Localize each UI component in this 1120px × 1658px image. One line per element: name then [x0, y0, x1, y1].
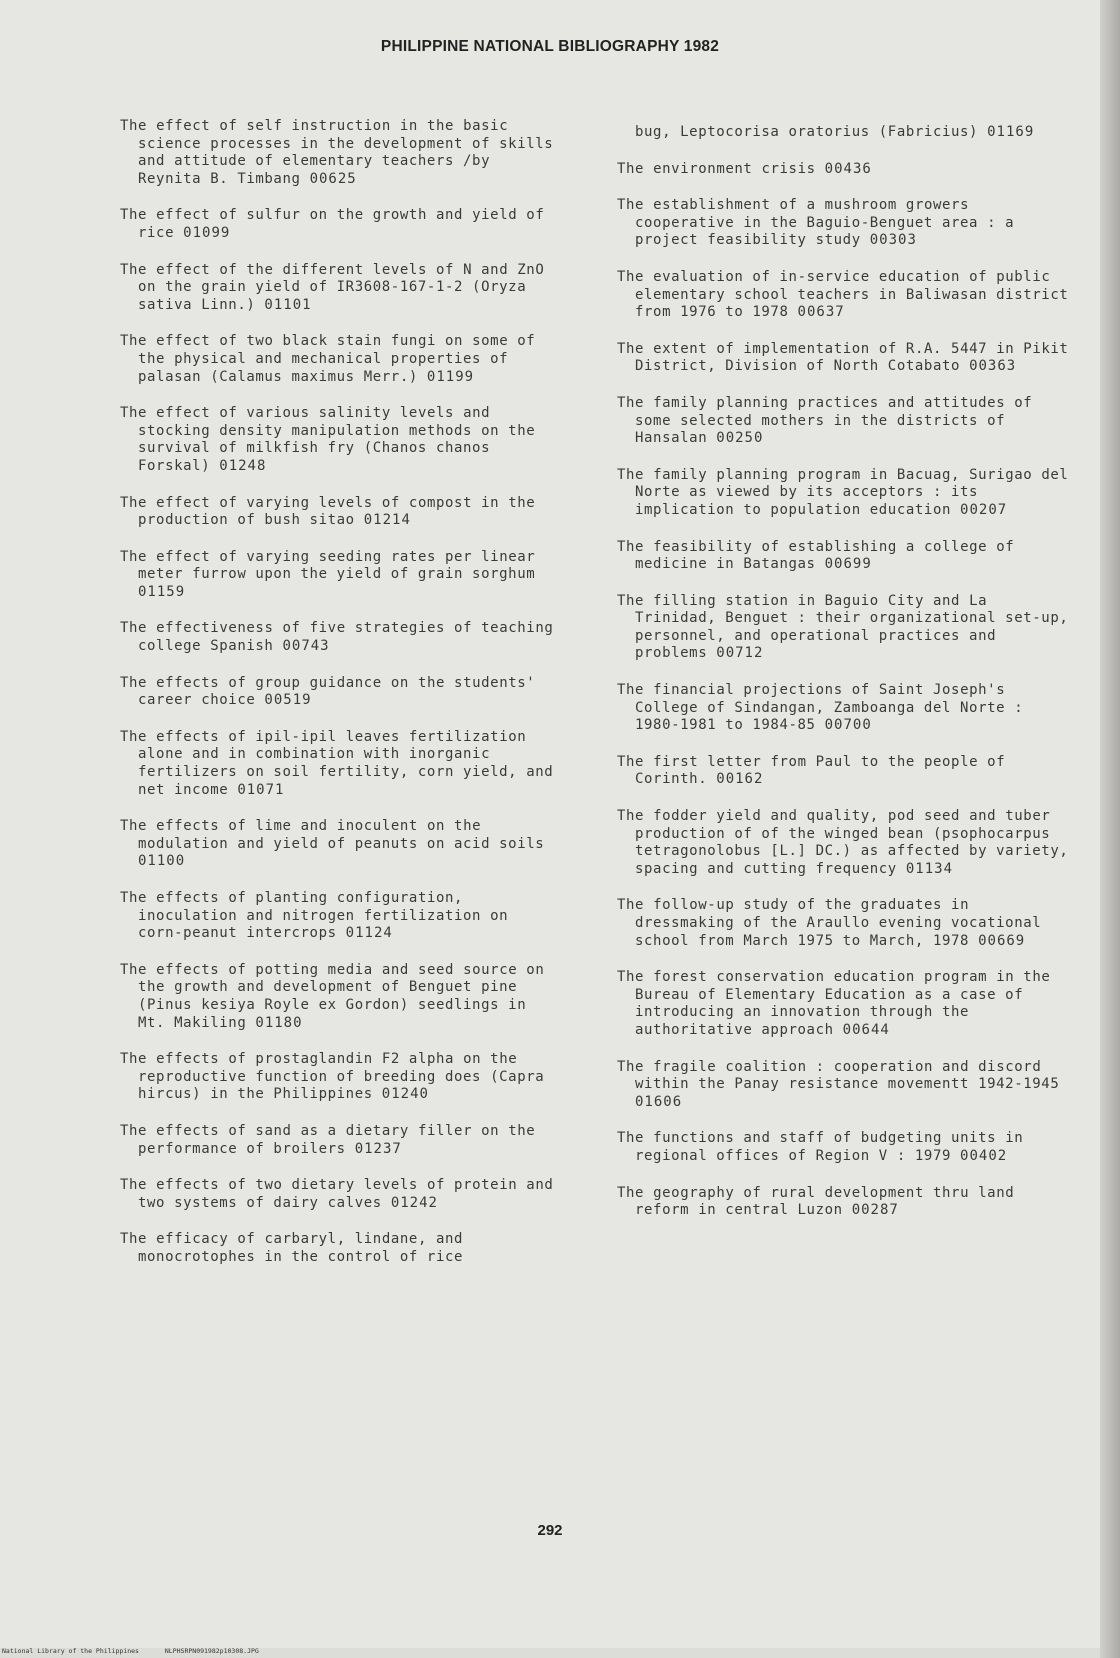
- bib-entry: The effects of ipil-ipil leaves fertilization alone and in combination with inorganic fertilizers on soil fertility, corn yield, and net income 01071: [120, 728, 554, 798]
- bib-entry: The effects of potting media and seed source on the growth and development of Benguet pine (Pinus kesiya Royle ex Gordon) seedlings in Mt. Makiling 01180: [120, 961, 545, 1031]
- bib-entry: The efficacy of carbaryl, lindane, and monocrotophes in the control of rice: [120, 1231, 464, 1265]
- footer-filename: NLPHSRPN091982p10308.JPG: [164, 1647, 259, 1655]
- bib-entry: The extent of implementation of R.A. 5447 in Pikit District, Division of North Cotabato 00363: [617, 340, 1069, 375]
- bib-entry: The effect of various salinity levels and stocking density manipulation methods on the survival of milkfish fry (Chanos chanos Forskal) 01248: [120, 405, 536, 474]
- bib-entry: The effect of varying levels of compost in the production of bush sitao 01214: [120, 494, 536, 529]
- bib-entry: The effects of lime and inoculent on the modulation and yield of peanuts on acid soils 01100: [120, 818, 545, 870]
- bib-entry: The effects of group guidance on the students' career choice 00519: [120, 674, 536, 709]
- bib-entry: The effects of planting configuration, inoculation and nitrogen fertilization on corn-peanut intercrops 01124: [120, 890, 509, 942]
- bib-entry: The feasibility of establishing a college of medicine in Batangas 00699: [617, 538, 1015, 573]
- bib-entry: The first letter from Paul to the people of Corinth. 00162: [617, 753, 1006, 788]
- bib-entry: The effects of sand as a dietary filler on the performance of broilers 01237: [120, 1122, 536, 1157]
- bib-entry: The effect of two black stain fungi on some of the physical and mechanical properties of palasan (Calamus maximus Merr.) 01199: [120, 333, 536, 385]
- bib-entry: The establishment of a mushroom growers cooperative in the Baguio-Benguet area : a project feasibility study 00303: [617, 197, 1015, 249]
- bib-entry: The family planning practices and attitudes of some selected mothers in the districts of Hansalan 00250: [617, 394, 1033, 447]
- bib-entry: The fragile coalition : cooperation and discord within the Panay resistance movementt 1942-1945 01606: [617, 1058, 1060, 1110]
- bib-entry: The effect of the different levels of N and ZnO on the grain yield of IR3608-167-1-2 (Oryza sativa Linn.) 01101: [120, 261, 545, 313]
- bib-entry: The effect of varying seeding rates per linear meter furrow upon the yield of grain sorghum 01159: [120, 548, 536, 600]
- bib-entry: The family planning program in Bacuag, Surigao del Norte as viewed by its acceptors : its implication to population education 00207: [617, 466, 1069, 518]
- bib-entry: bug, Leptocorisa oratorius (Fabricius) 01169: [635, 124, 1035, 140]
- bib-entry: The fodder yield and quality, pod seed and tuber production of of the winged bean (psophocarpus tetragonolobus [L.] DC.) as affected by variety, spacing and cutting frequency 01134: [617, 808, 1069, 877]
- scan-footer: [2, 1647, 281, 1655]
- bib-entry: The effect of sulfur on the growth and yield of rice 01099: [120, 207, 545, 241]
- footer-library: National Library of the Philippines: [2, 1647, 139, 1655]
- bib-entry: The effects of two dietary levels of protein and two systems of dairy calves 01242: [120, 1177, 554, 1211]
- page-edge-shadow: [1100, 0, 1120, 1658]
- bib-entry: The environment crisis 00436: [617, 160, 872, 177]
- bib-entry: The follow-up study of the graduates in dressmaking of the Araullo evening vocational school from March 1975 to March, 1978 00669: [617, 897, 1042, 949]
- bib-entry: The forest conservation education program in the Bureau of Elementary Education as a case of introducing an innovation through the authoritative approach 00644: [617, 969, 1051, 1038]
- bib-entry: The effects of prostaglandin F2 alpha on the reproductive function of breeding does (Capra hircus) in the Philippines 01240: [120, 1051, 545, 1103]
- bib-entry: The geography of rural development thru land reform in central Luzon 00287: [617, 1184, 1015, 1219]
- bib-entry: The effectiveness of five strategies of teaching college Spanish 00743: [120, 620, 554, 655]
- page-header: PHILIPPINE NATIONAL BIBLIOGRAPHY 1982: [380, 38, 720, 55]
- bib-entry: The functions and staff of budgeting units in regional offices of Region V : 1979 00402: [617, 1130, 1024, 1164]
- bib-entry: The effect of self instruction in the basic science processes in the development of skills and attitude of elementary teachers /by Reynita B. Timbang 00625: [120, 118, 554, 187]
- bib-entry: The evaluation of in-service education of public elementary school teachers in Baliwasan district from 1976 to 1978 00637: [617, 268, 1069, 321]
- bib-entry: The financial projections of Saint Joseph's College of Sindangan, Zamboanga del Norte : 1980-1981 to 1984-85 00700: [617, 682, 1024, 734]
- right-column: [617, 124, 1077, 1239]
- page-number: 292: [537, 1522, 563, 1539]
- bib-entry: The filling station in Baguio City and La Trinidad, Benguet : their organizational set-up, personnel, and operational practices and problems 00712: [617, 592, 1069, 662]
- left-column: [120, 118, 560, 1286]
